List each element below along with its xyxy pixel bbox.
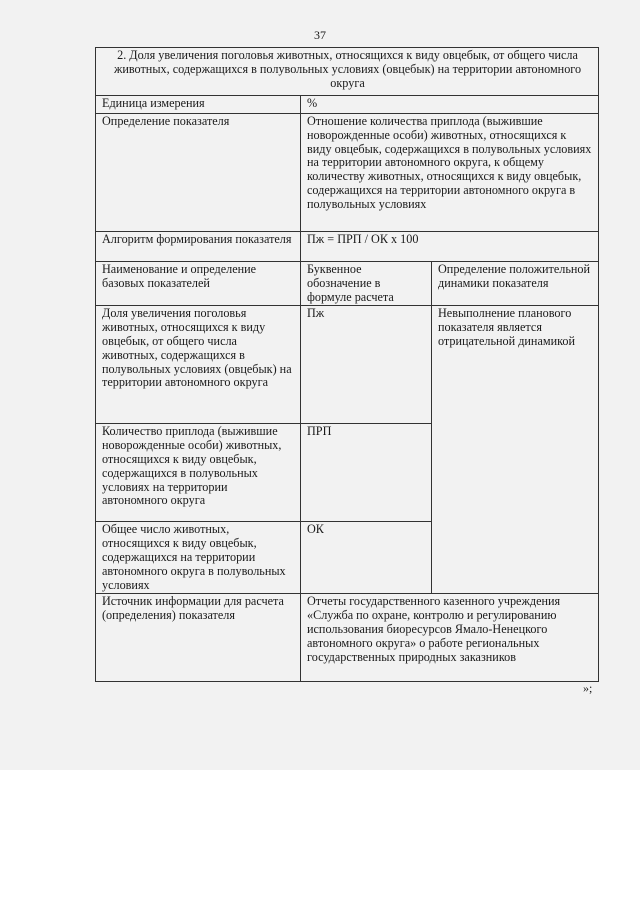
base-indicator-symbol: ОК — [301, 522, 432, 594]
base-indicator-name: Общее число животных, относящихся к виду овцебык, содержащихся на территории автономного округа в полувольных условиях — [96, 522, 301, 594]
unit-value: % — [301, 96, 599, 114]
header-symbol: Буквенное обозначение в формуле расчета — [301, 262, 432, 306]
definition-value: Отношение количества приплода (выжившие новорожденные особи) животных, относящихся к виду овцебык, содержащихся в полувольных условиях на территории автономного округа, к общему количеству животных, относящихся к виду овцебык, содержащихся на территории автономного округа в полувольных условиях — [301, 114, 599, 232]
base-indicator-name: Количество приплода (выжившие новорожденные особи) животных, относящихся к виду овцебык, содержащихся в полувольных условиях на территории автономного округа — [96, 424, 301, 522]
base-indicator-symbol: Пж — [301, 306, 432, 424]
definition-label: Определение показателя — [96, 114, 301, 232]
indicator-title: 2. Доля увеличения поголовья животных, относящихся к виду овцебык, от общего числа животных, содержащихся в полувольных условиях (овцебык) на территории автономного округа — [96, 48, 599, 96]
base-indicator-symbol: ПРП — [301, 424, 432, 522]
algorithm-label: Алгоритм формирования показателя — [96, 232, 301, 262]
header-dynamics: Определение положительной динамики показателя — [432, 262, 599, 306]
closing-mark: »; — [583, 681, 593, 695]
indicator-table — [95, 47, 599, 682]
header-base-indicators: Наименование и определение базовых показателей — [96, 262, 301, 306]
base-indicator-name: Доля увеличения поголовья животных, относящихся к виду овцебык, от общего числа животных, содержащихся в полувольных условиях (овцебык) на территории автономного округа — [96, 306, 301, 424]
unit-label: Единица измерения — [96, 96, 301, 114]
source-label: Источник информации для расчета (определения) показателя — [96, 594, 301, 682]
dynamics-definition: Невыполнение планового показателя является отрицательной динамикой — [432, 306, 599, 594]
algorithm-formula: Пж = ПРП / ОК x 100 — [301, 232, 599, 262]
page-number: 37 — [314, 28, 326, 42]
source-value: Отчеты государственного казенного учреждения «Служба по охране, контролю и регулированию использования биоресурсов Ямало-Ненецкого автономного округа» о работе региональных государственных природных заказников — [301, 594, 599, 682]
